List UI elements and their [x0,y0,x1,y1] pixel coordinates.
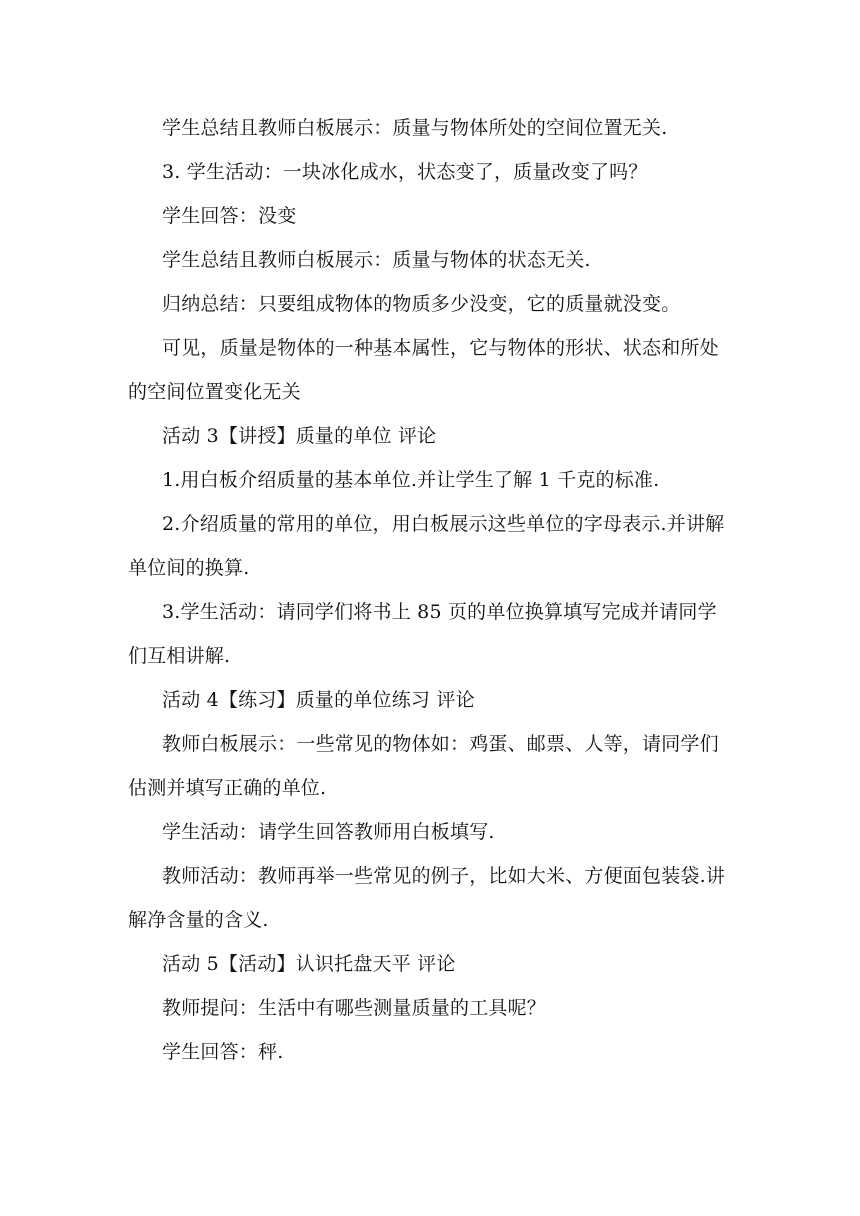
paragraph-12: 教师白板展示：一些常见的物体如：鸡蛋、邮票、人等，请同学们估测并填写正确的单位. [128,733,719,799]
paragraph-2: 3. 学生活动：一块冰化成水，状态变了，质量改变了吗？ [162,161,648,183]
paragraph-10: 3.学生活动：请同学们将书上 85 页的单位换算填写完成并请同学们互相讲解. [128,601,717,667]
activity-3-heading: 活动 3【讲授】质量的单位 评论 [162,425,437,447]
paragraph-13: 学生活动：请学生回答教师用白板填写. [162,821,495,843]
paragraph-14: 教师活动：教师再举一些常见的例子，比如大米、方便面包装袋.讲解净含量的含义. [128,865,726,931]
paragraph-16: 教师提问：生活中有哪些测量质量的工具呢？ [162,997,547,1019]
paragraph-6: 可见，质量是物体的一种基本属性，它与物体的形状、状态和所处的空间位置变化无关 [128,337,719,403]
activity-5-heading: 活动 5【活动】认识托盘天平 评论 [162,953,456,975]
paragraph-3: 学生回答：没变 [162,205,297,227]
paragraph-4: 学生总结且教师白板展示：质量与物体的状态无关. [162,249,591,271]
activity-4-heading: 活动 4【练习】质量的单位练习 评论 [162,689,475,711]
paragraph-17: 学生回答：秤. [162,1041,284,1063]
paragraph-8: 1.用白板介绍质量的基本单位.并让学生了解 1 千克的标准. [162,469,660,491]
paragraph-1: 学生总结且教师白板展示：质量与物体所处的空间位置无关. [162,117,668,139]
document-body [128,106,732,1074]
paragraph-9: 2.介绍质量的常用的单位，用白板展示这些单位的字母表示.并讲解单位间的换算. [128,513,725,579]
paragraph-5: 归纳总结：只要组成物体的物质多少没变，它的质量就没变。 [162,293,681,315]
